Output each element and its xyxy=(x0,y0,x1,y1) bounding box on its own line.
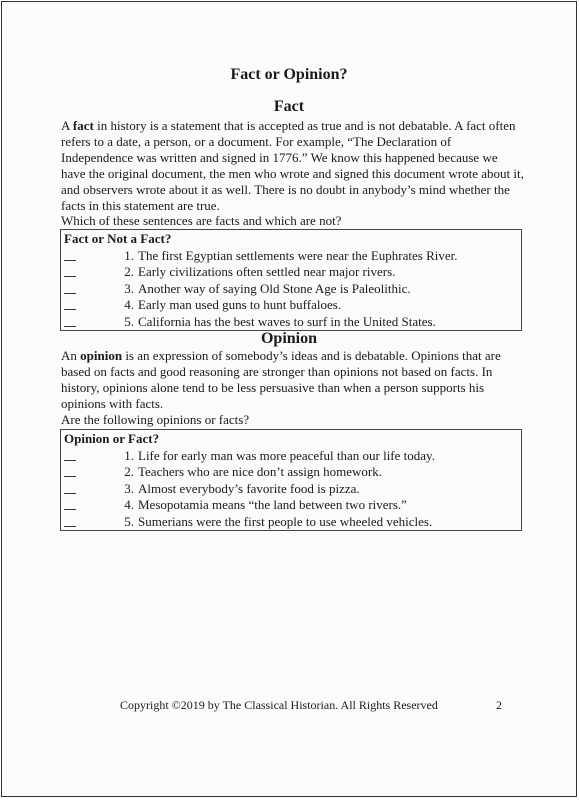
answer-blank[interactable] xyxy=(64,493,76,494)
fact-box-title: Fact or Not a Fact? xyxy=(64,231,172,246)
opinion-box-title: Opinion or Fact? xyxy=(64,431,160,446)
copyright-footer: Copyright ©2019 by The Classical Historian. All Rights Reserved xyxy=(120,698,438,712)
answer-blank[interactable] xyxy=(64,293,76,294)
fact-paragraph-line: A fact in history is a statement that is accepted as true and is not debatable. A fact often xyxy=(61,118,516,133)
fact-prompt: Which of these sentences are facts and which are not? xyxy=(61,213,342,228)
question-row xyxy=(64,264,521,281)
question-number: 2. xyxy=(124,264,134,279)
question-row xyxy=(64,314,521,331)
question-row xyxy=(64,464,521,481)
fact-paragraph-line: refers to a date, a person, or a document. For example, “The Declaration of xyxy=(61,134,452,149)
question-row xyxy=(64,281,521,298)
question-number: 4. xyxy=(124,297,134,312)
question-row xyxy=(64,481,521,498)
question-number: 5. xyxy=(124,513,134,529)
question-text: Teachers who are nice don’t assign homework. xyxy=(138,464,382,479)
question-text: Early man used guns to hunt buffaloes. xyxy=(138,297,342,312)
question-text: California has the best waves to surf in the United States. xyxy=(138,313,436,329)
question-text: Almost everybody’s favorite food is pizza. xyxy=(138,480,360,496)
worksheet-page xyxy=(1,1,577,797)
answer-blank[interactable] xyxy=(64,476,76,477)
question-text: The first Egyptian settlements were near the Euphrates River. xyxy=(138,247,458,263)
opinion-paragraph-line: An opinion is an expression of somebody’s ideas and is debatable. Opinions that are xyxy=(61,348,501,363)
question-number: 4. xyxy=(124,497,134,512)
opinion-paragraph-line: based on facts and good reasoning are stronger than opinions not based on facts. In xyxy=(61,364,493,379)
question-text: Another way of saying Old Stone Age is Paleolithic. xyxy=(138,280,411,296)
question-row xyxy=(64,297,521,314)
answer-blank[interactable] xyxy=(64,509,76,510)
question-text: Life for early man was more peaceful than our life today. xyxy=(138,447,435,463)
question-text: Mesopotamia means “the land between two rivers.” xyxy=(138,497,407,512)
fact-paragraph-line: facts in this statement are true. xyxy=(61,198,220,213)
answer-blank[interactable] xyxy=(64,309,76,310)
fact-paragraph-line: have the original document, the men who wrote and signed this document wrote about it, xyxy=(61,166,524,181)
question-row xyxy=(64,497,521,514)
answer-blank[interactable] xyxy=(64,276,76,277)
answer-blank[interactable] xyxy=(64,460,76,461)
fact-heading: Fact xyxy=(273,98,305,115)
opinion-paragraph-line: history, opinions alone tend to be less persuasive than when a person supports his xyxy=(61,380,485,395)
fact-paragraph-line: Independence was written and signed in 1776.” We know this happened because we xyxy=(61,150,498,165)
question-row xyxy=(64,514,521,531)
question-row xyxy=(64,448,521,465)
question-row xyxy=(64,248,521,265)
question-number: 5. xyxy=(124,313,134,329)
question-number: 3. xyxy=(124,480,134,496)
answer-blank[interactable] xyxy=(64,526,76,527)
opinion-paragraph xyxy=(61,348,531,412)
opinion-question-box xyxy=(60,429,522,531)
opinion-paragraph-line: opinions with facts. xyxy=(61,396,164,411)
fact-paragraph-line: and observers wrote about it as well. There is no doubt in anybody’s mind whether the xyxy=(61,182,510,197)
question-text: Early civilizations often settled near major rivers. xyxy=(138,264,396,279)
opinion-heading: Opinion xyxy=(260,330,318,347)
question-number: 1. xyxy=(124,247,134,263)
answer-blank[interactable] xyxy=(64,326,76,327)
page-number: 2 xyxy=(496,698,502,712)
question-number: 3. xyxy=(124,280,134,296)
fact-question-box xyxy=(60,229,522,331)
fact-paragraph xyxy=(61,118,531,214)
opinion-prompt: Are the following opinions or facts? xyxy=(61,412,250,427)
question-number: 2. xyxy=(124,464,134,479)
page-title: Fact or Opinion? xyxy=(230,66,348,83)
answer-blank[interactable] xyxy=(64,260,76,261)
question-number: 1. xyxy=(124,447,134,463)
question-text: Sumerians were the first people to use wheeled vehicles. xyxy=(138,513,433,529)
